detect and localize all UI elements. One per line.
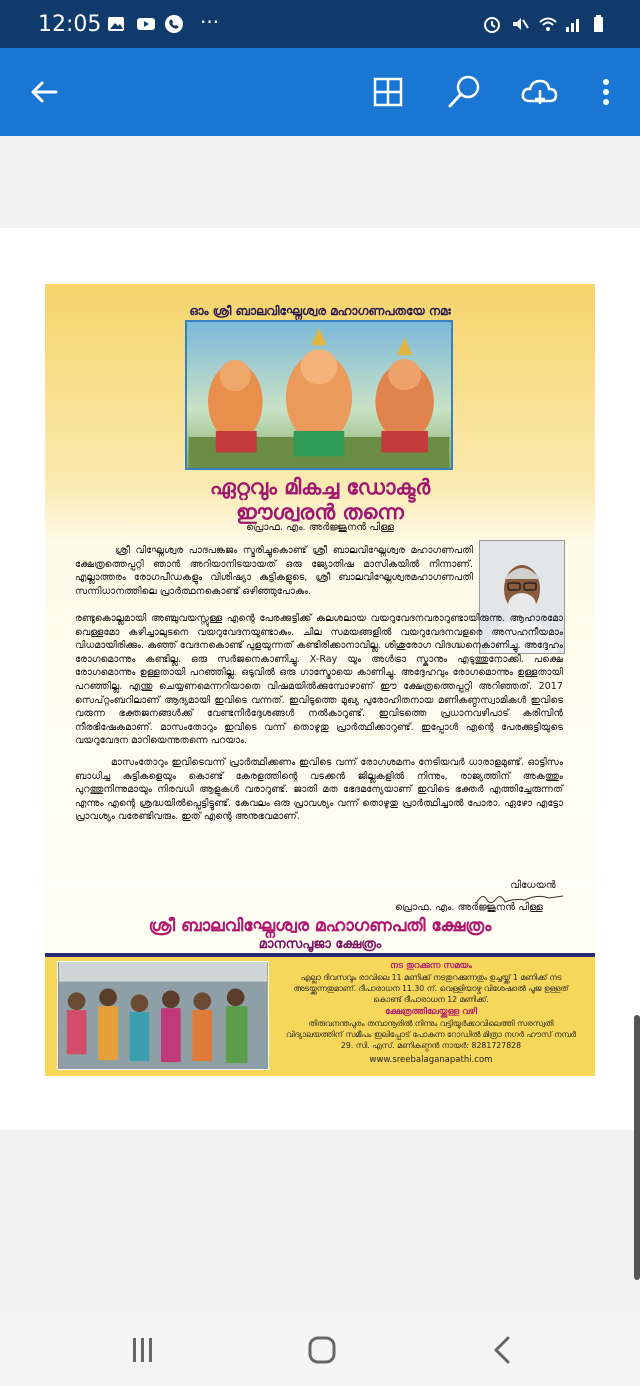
- recent-apps-icon[interactable]: [128, 1336, 158, 1364]
- back-arrow-icon[interactable]: [22, 70, 66, 114]
- temple-website: www.sreebalaganapathi.com: [369, 1055, 493, 1065]
- headline-line1: ഏറ്റവും മികച്ച ഡോക്ടർ: [209, 475, 431, 499]
- mute-icon: [510, 14, 530, 34]
- search-icon[interactable]: [442, 70, 486, 114]
- byline: പ്രൊഫ. എം. അർജ്ജുനൻ പിള്ള: [246, 522, 394, 533]
- paragraph-3: മാസംതോറും ഇവിടെവന്ന് പ്രാർത്ഥിക്കണം ഇവിടെ വന്ന് രോഗശമനം നേടിയവർ ധാരാളമുണ്ട്. ഓട്ടിസം ബാധിച്ച കുട്ടികളെയും കൊണ്ട് കേരളത്തിന്റെ വടക്കൻ ജില്ലകളിൽ നിന്നും, രാജ്യത്തിന് അകത്തും പുറത്തുനിന്നുമായും നിരവധി ആളുകൾ വരാറുണ്ട്. ജാതി മത ഭേദമന്യേയാണ് ഇവിടെ ഭക്തർ എത്തിച്ചേരുന്നത് എന്നും എന്റെ ശ്രദ്ധയിൽപ്പെട്ടിട്ടുണ്ട്. കേവലം ഒരു പ്രാവശ്യം വന്ന് തൊഴുതു പ്രാർത്ഥിച്ചാൽ പോരാ. ഏഴോ എട്ടോ പ്രാവശ്യം വരേണ്ടിവരും. ഇത് എന്റെ അനുഭവമാണ്.: [75, 757, 563, 823]
- status-bar: [0, 0, 640, 48]
- back-icon[interactable]: [488, 1334, 516, 1366]
- cloud-upload-icon[interactable]: [518, 70, 562, 114]
- scrollbar-thumb[interactable]: [634, 1015, 640, 1280]
- timing-heading: നട തുറക്കുന്ന സമയം: [390, 961, 472, 971]
- battery-icon: [588, 14, 608, 34]
- wifi-icon: [538, 14, 558, 34]
- timing-text: എല്ലാ ദിവസവും രാവിലെ 11 മണിക്ക് നടതുറക്കുന്നതും ഉച്ചയ്ക്ക് 1 മണിക്ക് നട അടയ്ക്കുന്നതുമാണ്. ദീപാരാധന 11.30 ന്. വെള്ളിയാഴ്ച വിശേഷാൽ പൂജ ഉള്ളത് കൊണ്ട് ദീപാരാധന 12 മണിക്ക്.: [293, 973, 569, 1004]
- overflow-menu-icon[interactable]: [584, 70, 628, 114]
- temple-info-box: [45, 957, 595, 1076]
- mantra: ഓം ശ്രീ ബാലവിഘ്നേശ്വര മഹാഗണപതയേ നമഃ: [189, 304, 451, 318]
- gallery-icon: [106, 14, 126, 34]
- signal-icon: [563, 14, 583, 34]
- devotees-photo: [57, 961, 269, 1070]
- paragraph-1: ശ്രീ വിഘ്നേശ്വര പാദപങ്കജം സ്മരിച്ചുകൊണ്ട് ശ്രീ ബാലവിഘ്നേശ്വര മഹാഗണപതി ക്ഷേത്രത്തെപ്പറ്റി ഞാൻ അറിയാനിടയായത് ഒരു ജ്യോതിഷ മാസികയിൽ നിന്നാണ്. എല്ലാത്തരം രോഗപീഡകളും വിശിഷ്യാ കുട്ടികളുടെ, ശ്രീ ബാലവിഘ്നേശ്വരമഹാഗണപതി സന്നിധാനത്തിലെ പ്രാർത്ഥനകൊണ്ട് ഒഴിഞ്ഞുപോകും.: [75, 545, 473, 597]
- system-navigation-bar: [0, 1312, 640, 1386]
- route-heading: ക്ഷേത്രത്തിലേയ്ക്കുള്ള വഴി: [385, 1007, 477, 1017]
- ganesha-idols-image: [185, 320, 453, 470]
- app-bar: [0, 48, 640, 136]
- signer-name: പ്രൊഫ. എം. അർജ്ജുനൻ പിള്ള: [395, 902, 543, 913]
- status-time: 12:05: [38, 12, 102, 37]
- alarm-icon: [482, 14, 502, 34]
- closing: വിധേയൻ: [510, 880, 556, 891]
- route-text: തിരുവനന്തപുരം തമ്പാനൂരിൽ നിന്നും വട്ടിയൂർക്കാവിലെത്തി സരസ്വതി വിദ്യാലയത്തിന് സമീപം ഇലിപ്പോട് പോകുന്ന റോഡിൽ മിത്രാ നഗർ ഹൗസ് നമ്പർ 29. സി. എസ്. മണികണ്ഠൻ നായർ: 8281727828: [286, 1019, 576, 1050]
- document-bottom-gutter: [0, 1130, 640, 1312]
- home-icon[interactable]: [306, 1334, 338, 1366]
- youtube-icon: [136, 14, 156, 34]
- document-top-gutter: [0, 136, 640, 228]
- headline-line2: ഈശ്വരൻ തന്നെ: [236, 500, 404, 524]
- more-notifications-icon: ···: [200, 10, 220, 34]
- article-poster: [45, 284, 595, 1076]
- temple-subtitle: മാനസപൂജാ ക്ഷേത്രം: [258, 937, 382, 952]
- grid-view-icon[interactable]: [366, 70, 410, 114]
- paragraph-2: രണ്ടുകൊല്ലമായി അഞ്ചുവയസ്സുള്ള എന്റെ പേരക്കുട്ടിക്ക് കലശലായ വയറുവേദനവരാറുണ്ടായിരുന്നു. ആഹാരമോ വെള്ളമോ കഴിച്ചാലുടനെ വയറുവേദനയുണ്ടാകും. ചില സമയങ്ങളിൽ വയറുവേദനവളരെ അസഹനീയമാം വിധമായിരിക്കും. കുഞ്ഞ് വേദനകൊണ്ട് പുളയുന്നത് കണ്ടിരിക്കാനാവില്ല. ശിശുരോഗ വിദഗ്ദ്ധനെകാണിച്ചു. അദ്ദേഹം രോഗമൊന്നും കണ്ടില്ല. ഒരു സർജനെകാണിച്ചു. X-Ray യും അൾട്രാ സ്കാനും എടുത്തുനോക്കി. പക്ഷെ രോഗമൊന്നും ഉള്ളതായി പറഞ്ഞില്ല. ഒടുവിൽ ഒരു ഗാസ്ട്രോയെ കാണിച്ചു. അദ്ദേഹവും രോഗമൊന്നും ഉള്ളതായി പറഞ്ഞില്ല. എന്തു ചെയ്യണമെന്നറിയാതെ വിഷമയിൽക്കുമ്പോഴാണ് ഈ ക്ഷേത്രത്തെപ്പറ്റി അറിഞ്ഞത്. 2017 സെപ്റ്റംബറിലാണ് ആദ്യമായി ഇവിടെ വന്നത്. ഇവിടുത്തെ മുഖ്യ പുരോഹിതനായ മണികണ്ഠസ്വാമികൾ ഇവിടെ വരുന്ന ഭക്തജനങ്ങൾക്ക് വേണ്ടനിർദ്ദേശങ്ങൾ നൽകാറുണ്ട്. ഇവിടത്തെ പ്രധാനവഴിപാട് കരിമ്പിൻ നീരഭിഷേകമാണ്. മാസംതോറും ഇവിടെ വന്ന് തൊഴുതു പ്രാർത്ഥിക്കാറുണ്ട്. ഇപ്പോൾ എന്റെ പേരക്കുട്ടിയുടെ വയറുവേദന മാറിയെന്നുതന്നെ പറയാം.: [75, 613, 563, 747]
- phone-call-icon: [164, 14, 184, 34]
- temple-name: ശ്രീ ബാലവിഘ്നേശ്വര മഹാഗണപതി ക്ഷേത്രം: [148, 916, 492, 936]
